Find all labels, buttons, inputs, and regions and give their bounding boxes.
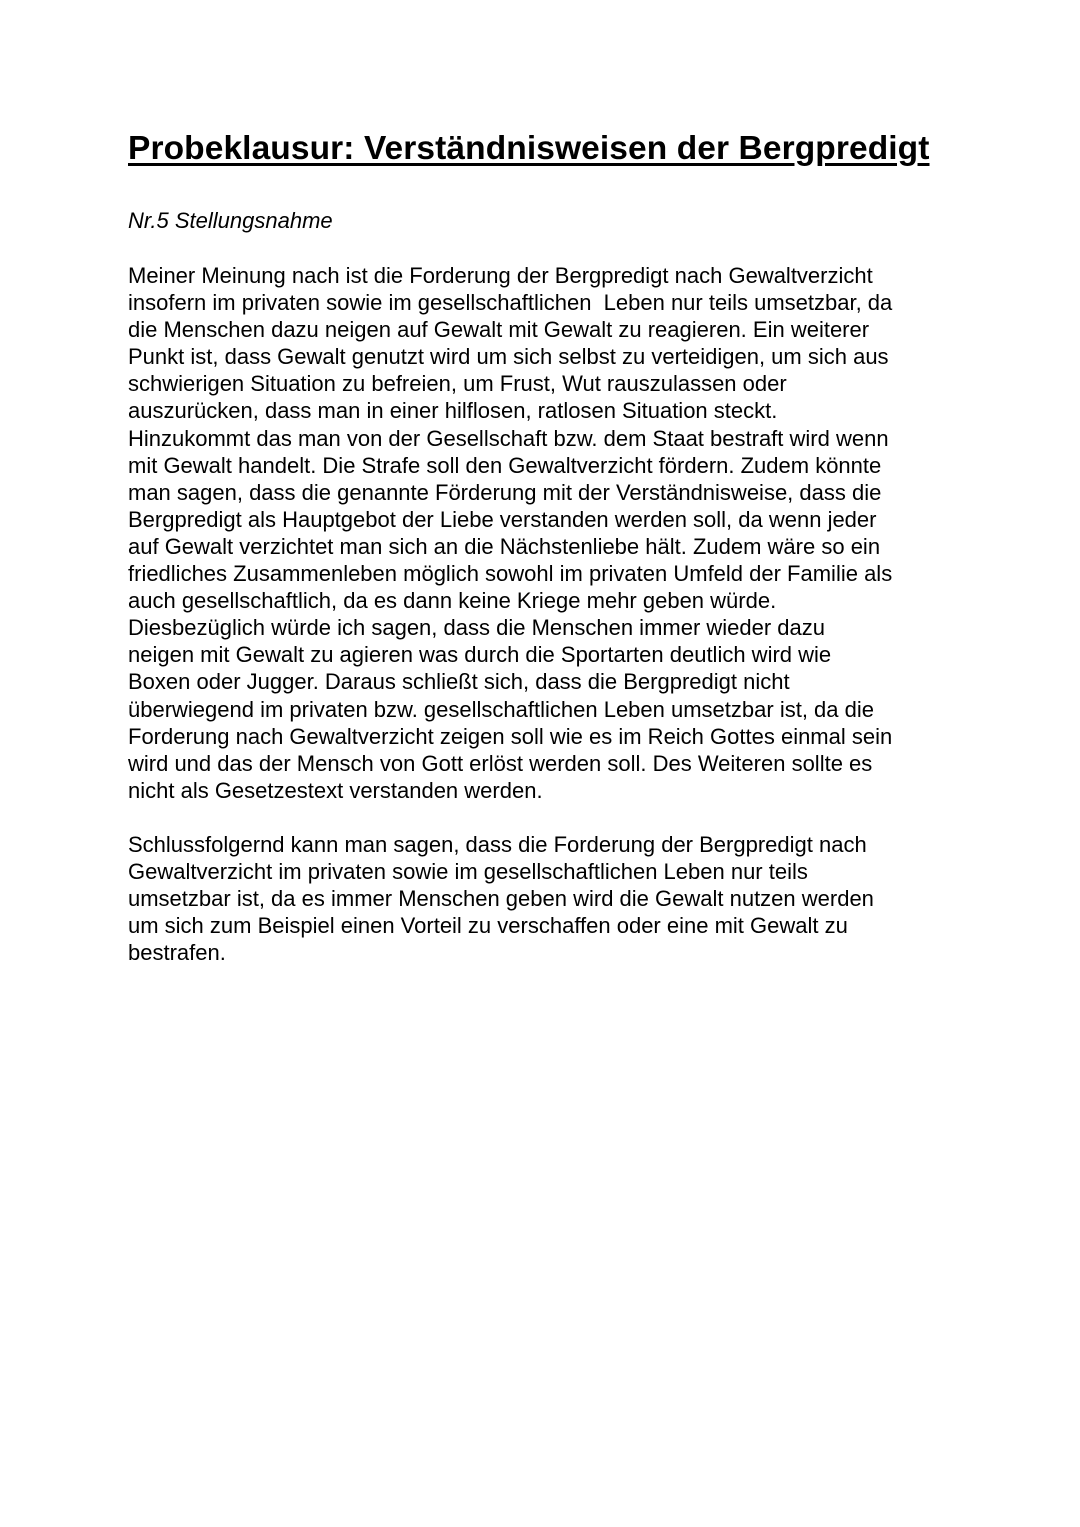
text-line: Hinzukommt das man von der Gesellschaft bzw. dem Staat bestraft wird wenn bbox=[128, 425, 889, 451]
text-line: überwiegend im privaten bzw. gesellschaftlichen Leben umsetzbar ist, da die bbox=[128, 696, 874, 722]
text-line: man sagen, dass die genannte Förderung mit der Verständnisweise, dass die bbox=[128, 479, 882, 505]
text-line: auch gesellschaftlich, da es dann keine Kriege mehr geben würde. bbox=[128, 588, 777, 614]
text-line: Diesbezüglich würde ich sagen, dass die Menschen immer wieder dazu bbox=[128, 615, 826, 641]
page-title: Probeklausur: Verständnisweisen der Bergpredigt bbox=[128, 130, 930, 167]
text-line: um sich zum Beispiel einen Vorteil zu verschaffen oder eine mit Gewalt zu bbox=[128, 913, 848, 939]
text-line: Schlussfolgernd kann man sagen, dass die Forderung der Bergpredigt nach bbox=[128, 832, 867, 857]
text-line: auszurücken, dass man in einer hilflosen, ratlosen Situation steckt. bbox=[128, 398, 778, 424]
text-line: Punkt ist, dass Gewalt genutzt wird um sich selbst zu verteidigen, um sich aus bbox=[128, 344, 889, 370]
text-line: Boxen oder Jugger. Daraus schließt sich, dass die Bergpredigt nicht bbox=[128, 669, 790, 695]
text-line: auf Gewalt verzichtet man sich an die Nächstenliebe hält. Zudem wäre so ein bbox=[128, 533, 881, 559]
text-line: friedliches Zusammenleben möglich sowohl im privaten Umfeld der Familie als bbox=[128, 561, 893, 587]
section-heading: Nr.5 Stellungsnahme bbox=[128, 208, 333, 233]
paragraph-opinion bbox=[128, 262, 968, 804]
text-line: schwierigen Situation zu befreien, um Frust, Wut rauszulassen oder bbox=[128, 371, 787, 397]
text-line: wird und das der Mensch von Gott erlöst werden soll. Des Weiteren sollte es bbox=[128, 750, 873, 776]
text-line: umsetzbar ist, da es immer Menschen geben wird die Gewalt nutzen werden bbox=[128, 886, 874, 912]
text-line: die Menschen dazu neigen auf Gewalt mit Gewalt zu reagieren. Ein weiterer bbox=[128, 317, 870, 343]
text-line: nicht als Gesetzestext verstanden werden. bbox=[128, 777, 543, 803]
text-line: neigen mit Gewalt zu agieren was durch die Sportarten deutlich wird wie bbox=[128, 642, 832, 668]
text-line: Gewaltverzicht im privaten sowie im gesellschaftlichen Leben nur teils bbox=[128, 859, 808, 885]
text-line: insofern im privaten sowie im gesellschaftlichen Leben nur teils umsetzbar, da bbox=[128, 290, 893, 316]
text-line: mit Gewalt handelt. Die Strafe soll den Gewaltverzicht fördern. Zudem könnte bbox=[128, 452, 882, 478]
paragraph-conclusion bbox=[128, 831, 968, 966]
text-line: bestrafen. bbox=[128, 940, 226, 966]
text-line: Bergpredigt als Hauptgebot der Liebe verstanden werden soll, da wenn jeder bbox=[128, 506, 877, 532]
text-line: Meiner Meinung nach ist die Forderung der Bergpredigt nach Gewaltverzicht bbox=[128, 263, 873, 288]
text-line: Forderung nach Gewaltverzicht zeigen soll wie es im Reich Gottes einmal sein bbox=[128, 723, 893, 749]
